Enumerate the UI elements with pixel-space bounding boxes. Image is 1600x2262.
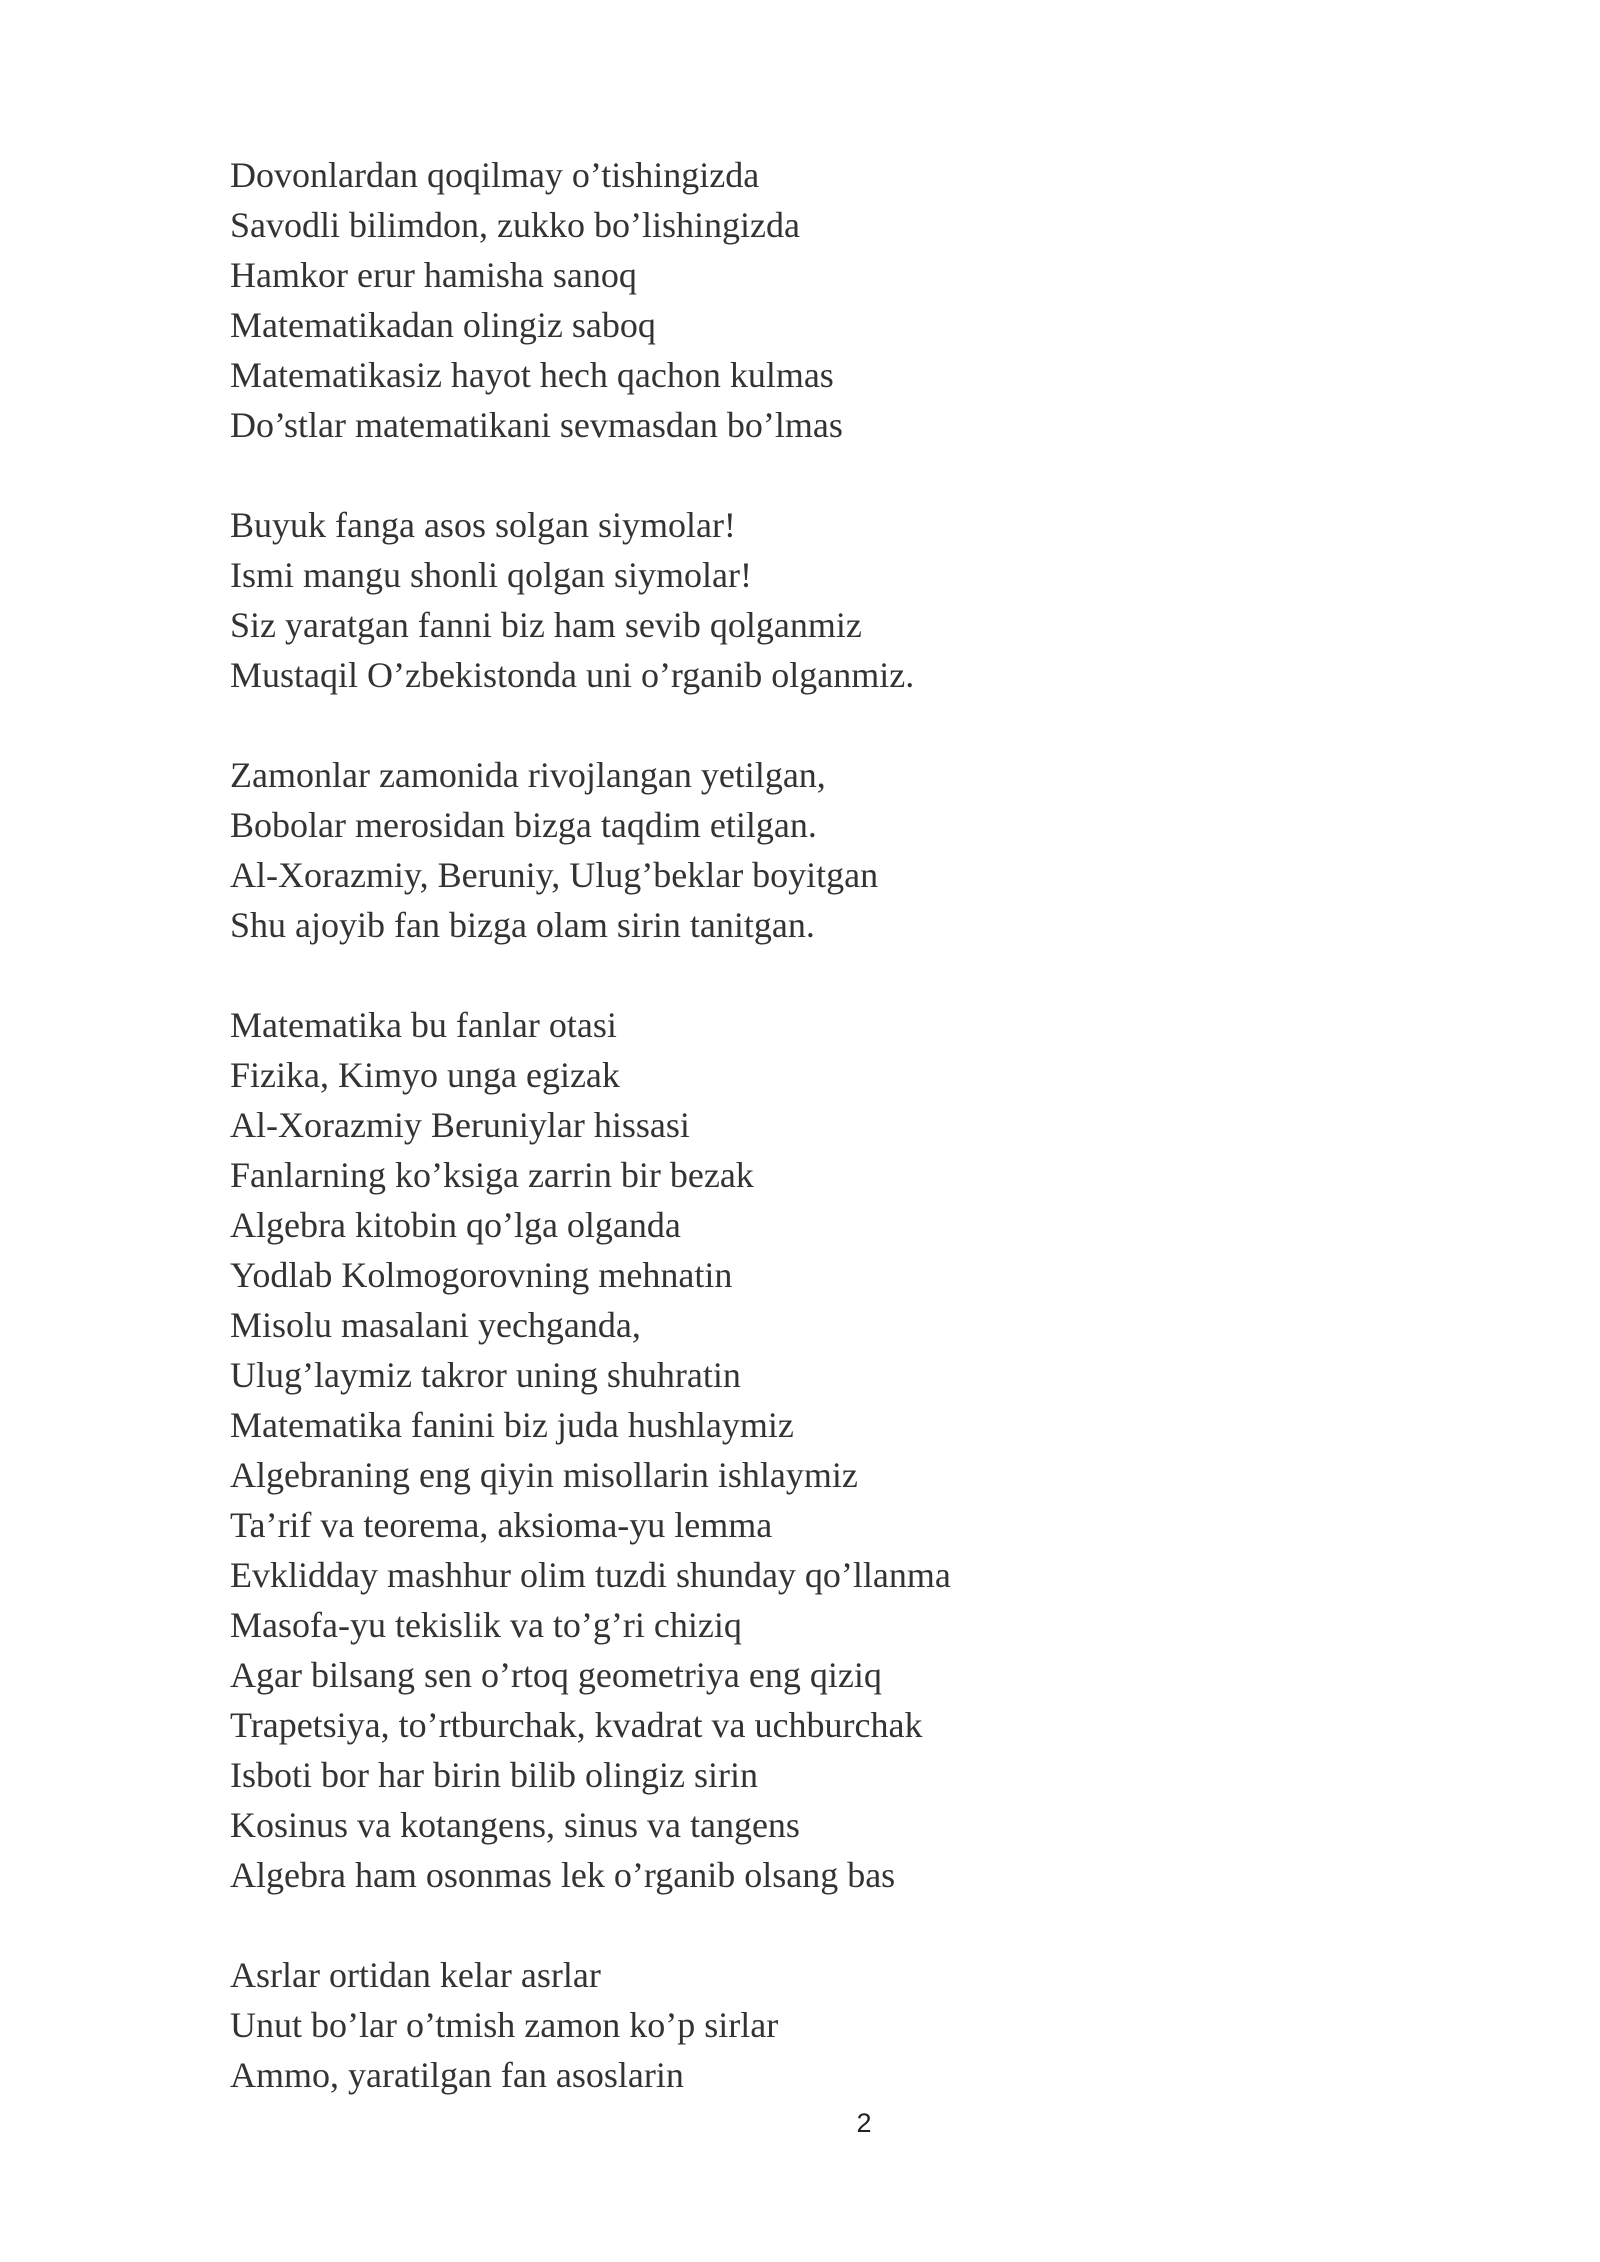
poem-line: Agar bilsang sen o’rtoq geometriya eng qiziq	[230, 1655, 882, 1695]
poem-line: Evklidday mashhur olim tuzdi shunday qo’llanma	[230, 1555, 951, 1595]
poem-line: Ta’rif va teorema, aksioma-yu lemma	[230, 1505, 773, 1545]
poem-stanza	[230, 750, 1430, 950]
poem-line: Algebra kitobin qo’lga olganda	[230, 1205, 681, 1245]
poem-line: Buyuk fanga asos solgan siymolar!	[230, 505, 736, 545]
poem-line: Ammo, yaratilgan fan asoslarin	[230, 2055, 684, 2095]
poem-line: Fizika, Kimyo unga egizak	[230, 1055, 620, 1095]
poem-line: Mustaqil O’zbekistonda uni o’rganib olganmiz.	[230, 655, 915, 695]
poem-line: Savodli bilimdon, zukko bo’lishingizda	[230, 205, 800, 245]
poem-line: Bobolar merosidan bizga taqdim etilgan.	[230, 805, 817, 845]
poem-line: Matematikasiz hayot hech qachon kulmas	[230, 355, 834, 395]
poem-line: Isboti bor har birin bilib olingiz sirin	[230, 1755, 758, 1795]
poem-line: Hamkor erur hamisha sanoq	[230, 255, 637, 295]
poem-line: Matematika bu fanlar otasi	[230, 1005, 617, 1045]
poem-line: Al-Xorazmiy, Beruniy, Ulug’beklar boyitgan	[230, 855, 879, 895]
poem-line: Algebra ham osonmas lek o’rganib olsang bas	[230, 1855, 896, 1895]
page-number: 2	[856, 2108, 872, 2138]
poem-line: Ulug’laymiz takror uning shuhratin	[230, 1355, 741, 1395]
poem-stanza	[230, 150, 1430, 450]
poem-body	[230, 150, 1430, 2150]
poem-line: Zamonlar zamonida rivojlangan yetilgan,	[230, 755, 826, 795]
poem-line: Fanlarning ko’ksiga zarrin bir bezak	[230, 1155, 754, 1195]
poem-line: Yodlab Kolmogorovning mehnatin	[230, 1255, 733, 1295]
poem-line: Dovonlardan qoqilmay o’tishingizda	[230, 155, 760, 195]
poem-line: Siz yaratgan fanni biz ham sevib qolganmiz	[230, 605, 862, 645]
poem-stanza	[230, 1950, 1430, 2100]
poem-line: Masofa-yu tekislik va to’g’ri chiziq	[230, 1605, 742, 1645]
poem-line: Al-Xorazmiy Beruniylar hissasi	[230, 1105, 690, 1145]
poem-line: Matematika fanini biz juda hushlaymiz	[230, 1405, 794, 1445]
poem-line: Unut bo’lar o’tmish zamon ko’p sirlar	[230, 2005, 779, 2045]
poem-line: Do’stlar matematikani sevmasdan bo’lmas	[230, 405, 843, 445]
poem-line: Trapetsiya, to’rtburchak, kvadrat va uchburchak	[230, 1705, 923, 1745]
poem-line: Shu ajoyib fan bizga olam sirin tanitgan.	[230, 905, 815, 945]
poem-stanza	[230, 1000, 1430, 1900]
poem-line: Matematikadan olingiz saboq	[230, 305, 656, 345]
poem-line: Kosinus va kotangens, sinus va tangens	[230, 1805, 800, 1845]
poem-line: Algebraning eng qiyin misollarin ishlaymiz	[230, 1455, 858, 1495]
poem-line: Misolu masalani yechganda,	[230, 1305, 641, 1345]
poem-line: Ismi mangu shonli qolgan siymolar!	[230, 555, 752, 595]
poem-line: Asrlar ortidan kelar asrlar	[230, 1955, 601, 1995]
poem-stanza	[230, 500, 1430, 700]
